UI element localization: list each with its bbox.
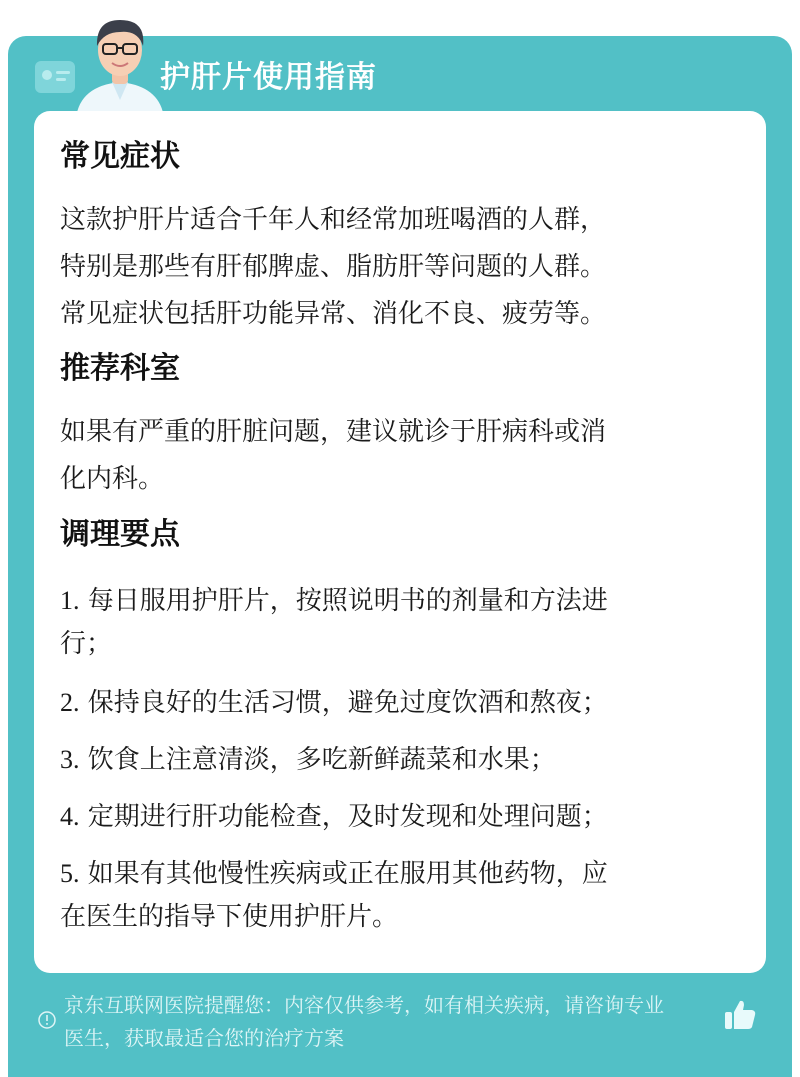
list-text: 定期进行肝功能检查，及时发现和处理问题；: [87, 802, 608, 832]
doctor-avatar: [72, 8, 168, 118]
list-text: 饮食上注意清淡，多吃新鲜蔬菜和水果；: [87, 745, 556, 775]
list-text: 保持良好的生活习惯，避免过度饮酒和熬夜；: [87, 688, 608, 718]
list-item: [60, 852, 740, 939]
tips-title: 调理要点: [60, 517, 180, 552]
list-number: 3.: [60, 745, 80, 774]
disclaimer-text: [64, 989, 734, 1055]
symptoms-title: 常见症状: [60, 139, 180, 174]
symptoms-line: 常见症状包括肝功能异常、消化不良、疲劳等。: [60, 299, 607, 329]
disclaimer-line: 医生，获取最适合您的治疗方案: [64, 1026, 344, 1050]
disclaimer-footer: [8, 981, 792, 1071]
symptoms-text: [60, 197, 740, 338]
content-card: [34, 111, 766, 973]
list-text: 行；: [60, 629, 113, 659]
id-card-icon: [34, 60, 76, 94]
info-icon: [38, 1011, 56, 1029]
header: [8, 36, 792, 116]
department-line: 化内科。: [60, 464, 165, 494]
thumbs-up-icon[interactable]: [722, 997, 758, 1033]
list-number: 4.: [60, 802, 80, 831]
list-item: [60, 579, 740, 666]
list-text: 如果有其他慢性疾病或正在服用其他药物，应: [87, 859, 608, 889]
department-text: [60, 409, 740, 503]
list-item: [60, 681, 740, 725]
list-text: 在医生的指导下使用护肝片。: [60, 902, 399, 932]
list-number: 5.: [60, 859, 80, 888]
symptoms-line: 这款护肝片适合千年人和经常加班喝酒的人群，: [60, 205, 607, 235]
guide-panel: [8, 36, 792, 1077]
list-item: [60, 738, 740, 782]
symptoms-line: 特别是那些有肝郁脾虚、脂肪肝等问题的人群。: [60, 252, 607, 282]
list-number: 1.: [60, 586, 80, 615]
page-title: 护肝片使用指南: [160, 60, 377, 95]
department-title: 推荐科室: [60, 351, 180, 386]
disclaimer-line: 京东互联网医院提醒您：内容仅供参考，如有相关疾病，请咨询专业: [64, 993, 664, 1017]
list-text: 每日服用护肝片，按照说明书的剂量和方法进: [87, 586, 608, 616]
list-item: [60, 795, 740, 839]
department-line: 如果有严重的肝脏问题，建议就诊于肝病科或消: [60, 417, 607, 447]
list-number: 2.: [60, 688, 80, 717]
